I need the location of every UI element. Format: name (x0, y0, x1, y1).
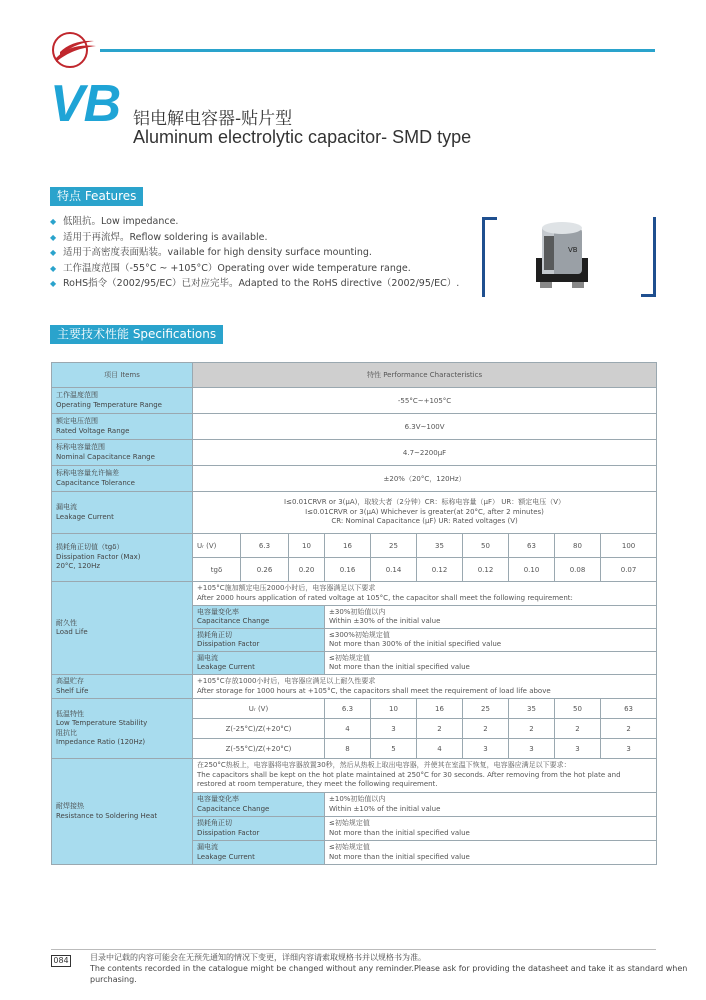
row-label: 额定电压范围 Rated Voltage Range (52, 414, 193, 440)
voltage-cell: 25 (371, 534, 417, 558)
feature-item: ◆ 适用于再流焊。Reflow soldering is available. (50, 230, 459, 246)
row-label: 工作温度范围 Operating Temperature Range (52, 388, 193, 414)
page-number: 084 (51, 955, 71, 967)
ratio-cell: 5 (371, 739, 417, 759)
voltage-cell: 35 (509, 699, 555, 719)
row-label: 耐焊接热 Resistance to Soldering Heat (52, 759, 193, 865)
voltage-cell: 50 (463, 534, 509, 558)
voltage-cell: 63 (601, 699, 657, 719)
tg-cell: 0.08 (555, 558, 601, 582)
table-row (52, 466, 657, 492)
tg-cell: 0.20 (289, 558, 325, 582)
table-row (52, 492, 657, 534)
tg-cell: 0.12 (463, 558, 509, 582)
tg-cell: 0.14 (371, 558, 417, 582)
table-row (52, 699, 657, 719)
title-chinese: 铝电解电容器-贴片型 (133, 109, 293, 129)
table-row (52, 534, 657, 558)
sub-value: ≤初始规定值 Not more than the initial specified value (325, 817, 657, 841)
table-row (52, 582, 657, 606)
header-rule (100, 49, 655, 52)
voltage-cell: 25 (463, 699, 509, 719)
sub-label: 电容量变化率 Capacitance Change (193, 606, 325, 629)
col-items: 项目 Items (52, 363, 193, 388)
ratio-cell: 3 (371, 719, 417, 739)
ratio-cell: 2 (463, 719, 509, 739)
row-value: I≤0.01CRVR or 3(μA)，取较大者（2分钟）CR：标称电容量（μF） UR：额定电压（V） I≤0.01CRVR or 3(μA) Whichever is greater(at 20°C, after 2 minutes) CR: Nominal Capacitance (μF) UR: Rated voltages (V) (193, 492, 657, 534)
image-frame-right (641, 217, 656, 297)
sub-value: ≤初始规定值 Not more than the initial specified value (325, 652, 657, 675)
tg-cell: 0.12 (417, 558, 463, 582)
table-row (52, 388, 657, 414)
tg-cell: 0.26 (241, 558, 289, 582)
sub-value: ±10%初始值以内 Within ±10% of the initial value (325, 793, 657, 817)
footer-note-en: The contents recorded in the catalogue might be changed without any reminder.Please ask for providing the datasheet and take it as standard when purchasing. (90, 964, 688, 984)
col-characteristics: 特性 Performance Characteristics (193, 363, 657, 388)
feature-item: ◆ 工作温度范围（-55°C ~ +105°C）Operating over wide temperature range. (50, 261, 459, 277)
series-code: VB (50, 75, 121, 133)
title-english: Aluminum electrolytic capacitor- SMD type (133, 127, 472, 147)
ratio-cell: 2 (417, 719, 463, 739)
voltage-cell: 63 (509, 534, 555, 558)
row-label: 标称电容量范围 Nominal Capacitance Range (52, 440, 193, 466)
ratio-cell: 3 (463, 739, 509, 759)
voltage-cell: 80 (555, 534, 601, 558)
ratio-cell: 3 (555, 739, 601, 759)
sub-value: ≤300%初始规定值 Not more than 300% of the initial specified value (325, 629, 657, 652)
sub-label: 电容量变化率 Capacitance Change (193, 793, 325, 817)
ratio-cell: 2 (601, 719, 657, 739)
voltage-cell: 10 (371, 699, 417, 719)
voltage-cell: 16 (325, 534, 371, 558)
row-label: 低温特性 Low Temperature Stability 阻抗比 Impedance Ratio (120Hz) (52, 699, 193, 759)
ratio-label: Z(-55°C)/Z(+20°C) (193, 739, 325, 759)
row-label: 标称电容量允许偏差 Capacitance Tolerance (52, 466, 193, 492)
company-logo (48, 30, 98, 70)
ratio-cell: 2 (509, 719, 555, 739)
ratio-cell: 8 (325, 739, 371, 759)
specifications-heading: 主要技术性能 Specifications (50, 325, 223, 344)
tg-cell: 0.10 (509, 558, 555, 582)
footer-rule (51, 949, 656, 950)
footer-note (90, 952, 706, 985)
voltage-cell: 16 (417, 699, 463, 719)
table-row (52, 440, 657, 466)
ratio-cell: 3 (509, 739, 555, 759)
voltage-cell: 6.3 (325, 699, 371, 719)
table-row (52, 414, 657, 440)
ratio-cell: 4 (325, 719, 371, 739)
voltage-cell: 10 (289, 534, 325, 558)
row-value: +105°C施加额定电压2000小时后，电容器满足以下要求 After 2000 hours application of rated voltage at 105°C, the capacitor shall meet the following requirement: (193, 582, 657, 606)
table-row (52, 759, 657, 793)
tg-cell: 0.07 (601, 558, 657, 582)
ratio-cell: 2 (555, 719, 601, 739)
feature-item: ◆ 适用于高密度表面贴装。vailable for high density surface mounting. (50, 245, 459, 261)
feature-item: ◆ 低阻抗。Low impedance. (50, 214, 459, 230)
capacitor-product-image (532, 218, 592, 290)
sub-value: ≤初始规定值 Not more than the initial specified value (325, 841, 657, 865)
feature-item: ◆ RoHS指令（2002/95/EC）已对应完毕。Adapted to the RoHS directive（2002/95/EC）. (50, 276, 459, 292)
table-row (52, 675, 657, 699)
ur-label: Uᵣ (V) (193, 699, 325, 719)
ratio-label: Z(-25°C)/Z(+20°C) (193, 719, 325, 739)
footer-note-cn: 目录中记载的内容可能会在无预先通知的情况下变更，详细内容请索取规格书并以规格书为准。 (90, 953, 426, 962)
voltage-cell: 50 (555, 699, 601, 719)
voltage-cell: 35 (417, 534, 463, 558)
row-value: ±20%（20°C，120Hz） (193, 466, 657, 492)
tg-label: tgδ (193, 558, 241, 582)
row-label: 耐久性 Load Life (52, 582, 193, 675)
specifications-table (51, 362, 657, 865)
features-list (50, 214, 459, 292)
row-value: -55°C~+105°C (193, 388, 657, 414)
features-heading: 特点 Features (50, 187, 143, 206)
sub-label: 漏电流 Leakage Current (193, 652, 325, 675)
ratio-cell: 3 (601, 739, 657, 759)
row-value: 在250°C热板上，电容器将电容器放置30秒，然后从热板上取出电容器，并使其在室温下恢复，电容器应满足以下要求： The capacitors shall be kept on the hot plate maintained at 250°C for 30 seconds. After removing from the hot plate and restored at room temperature, they meet the following requirement. (193, 759, 657, 793)
ur-label: Uᵣ (V) (193, 534, 241, 558)
image-frame-left (482, 217, 497, 297)
row-label: 高温贮存 Shelf Life (52, 675, 193, 699)
row-value: 6.3V~100V (193, 414, 657, 440)
row-value: 4.7~2200μF (193, 440, 657, 466)
voltage-cell: 6.3 (241, 534, 289, 558)
row-value: +105°C存放1000小时后，电容器应满足以上耐久性要求 After storage for 1000 hours at +105°C, the capacitors shall meet the requirement of load life above (193, 675, 657, 699)
sub-label: 损耗角正切 Dissipation Factor (193, 817, 325, 841)
sub-value: ±30%初始值以内 Within ±30% of the initial value (325, 606, 657, 629)
ratio-cell: 4 (417, 739, 463, 759)
sub-label: 漏电流 Leakage Current (193, 841, 325, 865)
voltage-cell: 100 (601, 534, 657, 558)
tg-cell: 0.16 (325, 558, 371, 582)
row-label: 漏电流 Leakage Current (52, 492, 193, 534)
table-header-row (52, 363, 657, 388)
sub-label: 损耗角正切 Dissipation Factor (193, 629, 325, 652)
row-label: 损耗角正切值（tgδ） Dissipation Factor (Max) 20°C, 120Hz (52, 534, 193, 582)
svg-text:VB: VB (568, 246, 578, 254)
